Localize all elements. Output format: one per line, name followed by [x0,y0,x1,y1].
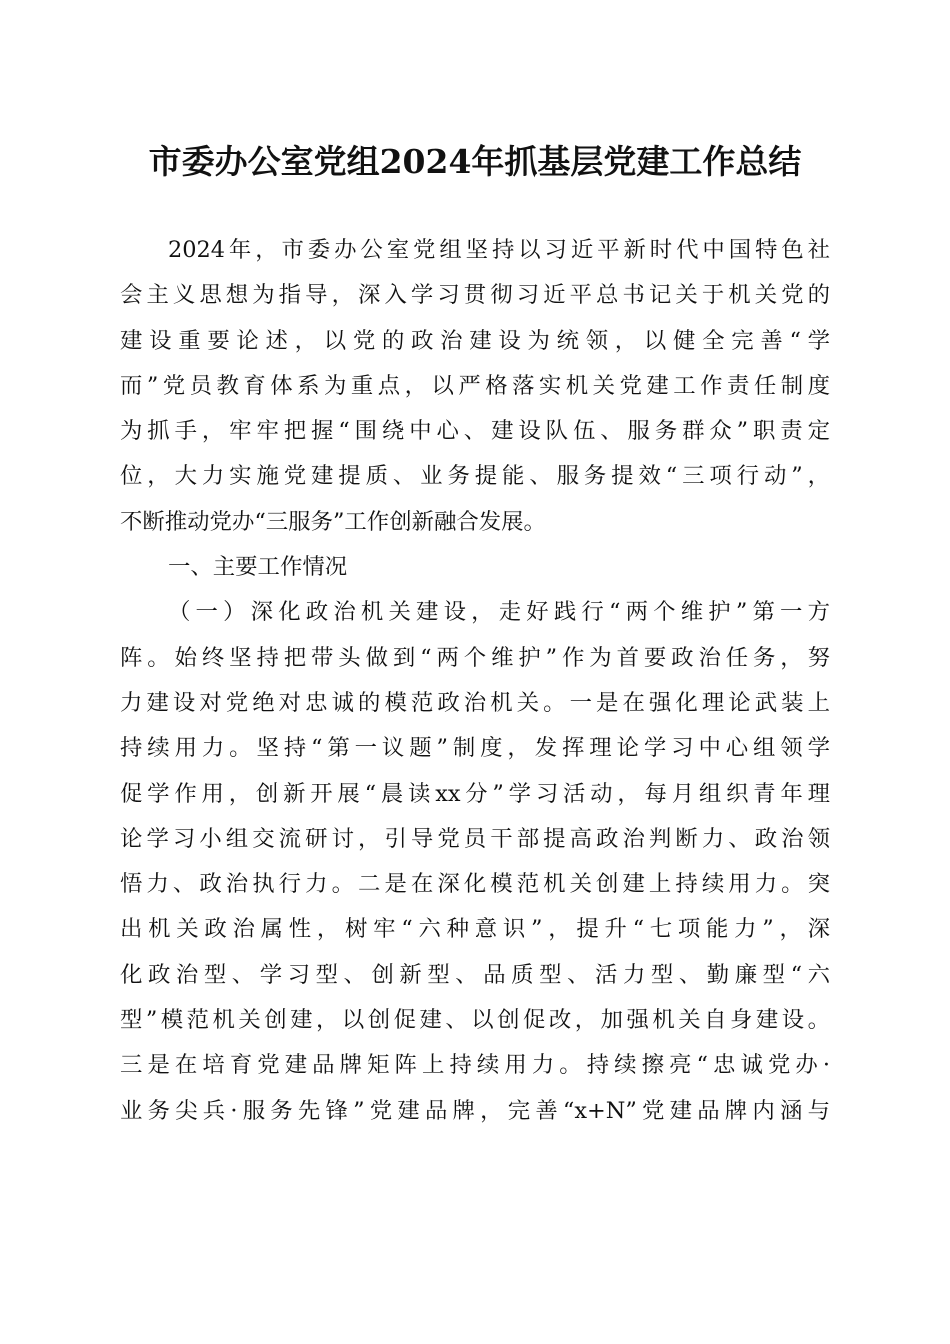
paragraph-line: 建设重要论述，以党的政治建设为统领，以健全完善“学 [120,327,830,354]
document-title: 市委办公室党组2024年抓基层党建工作总结 [148,142,802,181]
paragraph-line: 阵。始终坚持把带头做到“两个维护”作为首要政治任务，努 [120,644,830,671]
document-body [120,228,830,1134]
section-heading: 一、主要工作情况 [168,554,348,581]
paragraph-line: 悟力、政治执行力。二是在深化模范机关创建上持续用力。突 [120,871,830,898]
paragraph-line: 业务尖兵·服务先锋”党建品牌，完善“x+N”党建品牌内涵与 [120,1097,830,1124]
paragraph-line: 持续用力。坚持“第一议题”制度，发挥理论学习中心组领学 [120,735,830,762]
paragraph-line: 化政治型、学习型、创新型、品质型、活力型、勤廉型“六 [120,961,830,988]
paragraph-line: 论学习小组交流研讨，引导党员干部提高政治判断力、政治领 [120,825,830,852]
paragraph-line: 型”模范机关创建，以创促建、以创促改，加强机关自身建设。 [120,1007,830,1034]
paragraph-line: （一）深化政治机关建设，走好践行“两个维护”第一方 [168,599,830,626]
paragraph-line: 2024年，市委办公室党组坚持以习近平新时代中国特色社 [168,237,830,263]
paragraph-line: 而”党员教育体系为重点，以严格落实机关党建工作责任制度 [120,372,830,399]
paragraph-line: 位，大力实施党建提质、业务提能、服务提效“三项行动”， [120,463,830,490]
paragraph-line: 会主义思想为指导，深入学习贯彻习近平总书记关于机关党的 [120,282,830,309]
paragraph-line: 三是在培育党建品牌矩阵上持续用力。持续擦亮“忠诚党办· [120,1052,830,1079]
paragraph-line: 不断推动党办“三服务”工作创新融合发展。 [120,508,546,535]
paragraph-line: 出机关政治属性，树牢“六种意识”，提升“七项能力”，深 [120,916,830,943]
paragraph-line: 为抓手，牢牢把握“围绕中心、建设队伍、服务群众”职责定 [120,418,830,445]
paragraph-line: 力建设对党绝对忠诚的模范政治机关。一是在强化理论武装上 [120,689,830,716]
paragraph-line: 促学作用，创新开展“晨读xx分”学习活动，每月组织青年理 [120,780,830,807]
